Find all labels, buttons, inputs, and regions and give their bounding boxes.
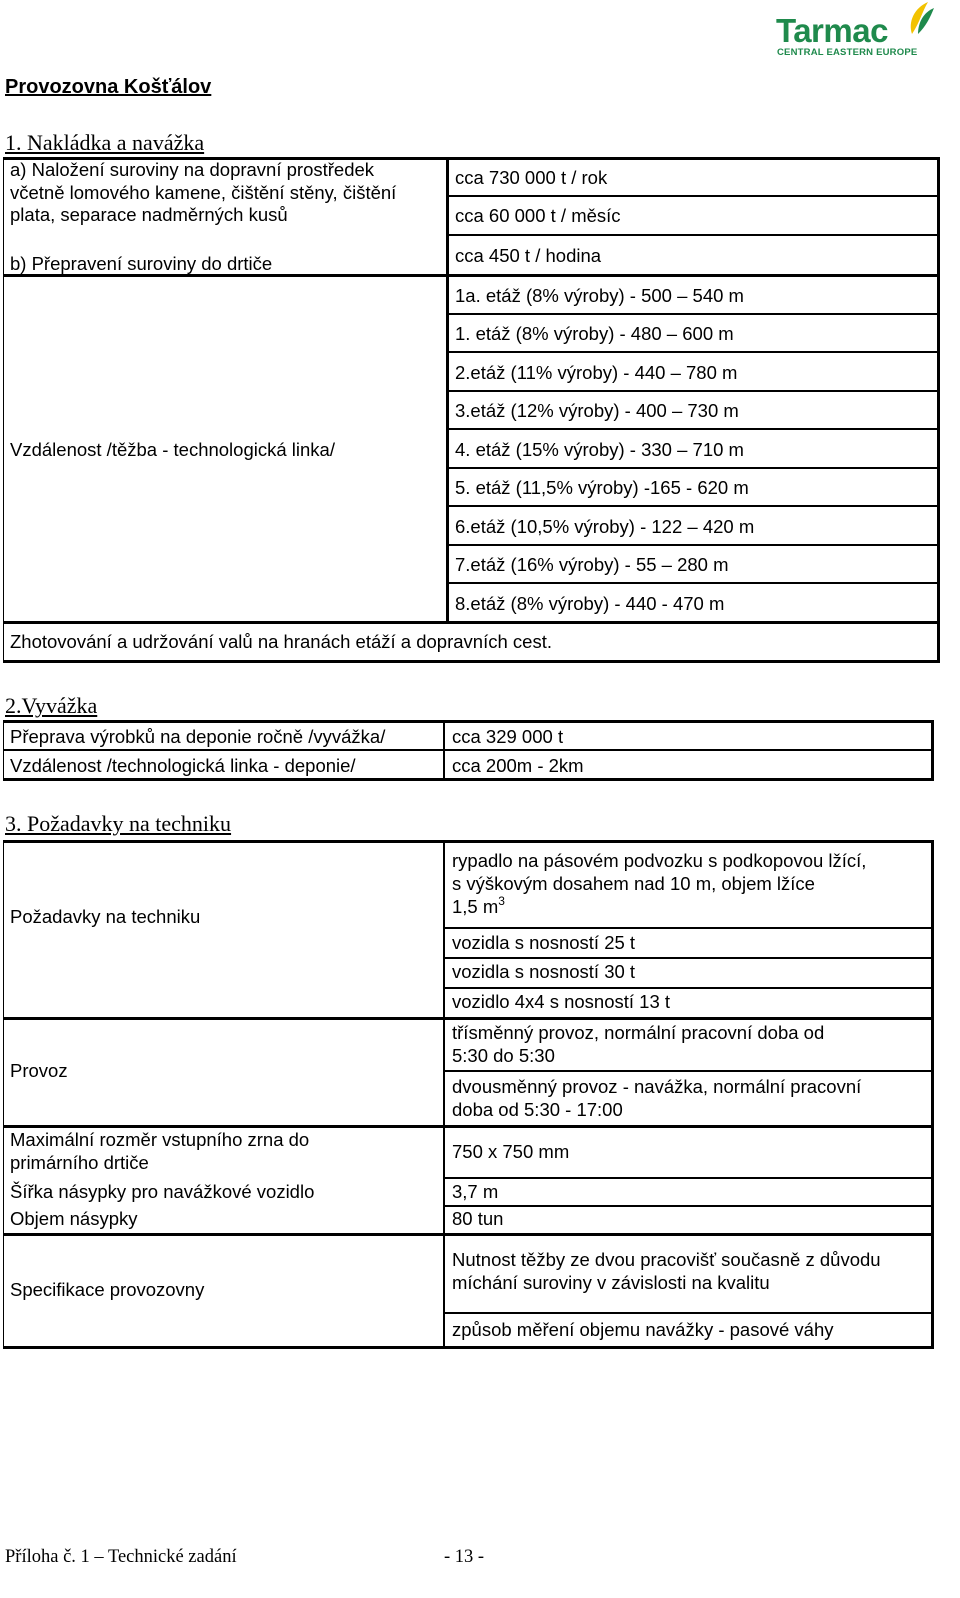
level-1a: 1a. etáž (8% výroby) - 500 – 540 m <box>455 285 744 306</box>
transport-label: Přeprava výrobků na deponie ročně /vyvážka/ <box>10 726 386 747</box>
level-8: 8.etáž (8% výroby) - 440 - 470 m <box>455 593 725 614</box>
hopper-width-label: Šířka násypky pro navážkové vozidlo <box>10 1181 315 1202</box>
level-3: 3.etáž (12% výroby) - 400 – 730 m <box>455 400 739 421</box>
max-grain-value: 750 x 750 mm <box>452 1141 570 1162</box>
bottom-row-text: Zhotovování a udržování valů na hranách etáží a dopravních cest. <box>10 631 552 652</box>
logo-wordmark: Tarmac <box>776 12 888 49</box>
distance-label: Vzdálenost /těžba - technologická linka/ <box>10 439 335 460</box>
value-annual: cca 730 000 t / rok <box>455 167 608 188</box>
spec-two-sites: Nutnost těžby ze dvou pracovišť současně z důvodu míchání suroviny v závislosti na kvalitu <box>452 1249 881 1293</box>
page-title: Provozovna Košťálov <box>5 76 212 98</box>
vehicle-4x4: vozidlo 4x4 s nosností 13 t <box>452 991 671 1012</box>
provoz-label: Provoz <box>10 1060 68 1081</box>
two-shift-operation: dvousměnný provoz - navážka, normální pracovní doba od 5:30 - 17:00 <box>452 1076 862 1120</box>
vehicle-25t: vozidla s nosností 25 t <box>452 932 636 953</box>
level-5: 5. etáž (11,5% výroby) -165 - 620 m <box>455 477 749 498</box>
three-shift-operation: třísměnný provoz, normální pracovní doba od 5:30 do 5:30 <box>452 1022 825 1066</box>
level-6: 6.etáž (10,5% výroby) - 122 – 420 m <box>455 516 755 537</box>
section-3-heading: 3. Požadavky na techniku <box>5 811 232 836</box>
value-monthly: cca 60 000 t / měsíc <box>455 205 621 226</box>
deponie-distance-value: cca 200m - 2km <box>452 755 584 776</box>
logo-subtitle: CENTRAL EASTERN EUROPE <box>777 47 918 58</box>
level-4: 4. etáž (15% výroby) - 330 – 710 m <box>455 439 744 460</box>
section-2-heading: 2.Vyvážka <box>5 693 98 718</box>
max-grain-label: Maximální rozměr vstupního zrna do primárního drtiče <box>10 1129 310 1173</box>
spec-label: Specifikace provozovny <box>10 1279 205 1300</box>
vehicle-30t: vozidla s nosností 30 t <box>452 961 636 982</box>
excavator-requirement: rypadlo na pásovém podvozku s podkopovou lžící, s výškovým dosahem nad 10 m, objem lžíce 1,5 $m^3$ <box>452 850 867 917</box>
row-b-label: b) Přepravení suroviny do drtiče <box>10 253 273 274</box>
spec-measurement: způsob měření objemu navážky - pasové váhy <box>452 1319 834 1340</box>
value-hourly: cca 450 t / hodina <box>455 245 602 266</box>
transport-value: cca 329 000 t <box>452 726 564 747</box>
level-2: 2.etáž (11% výroby) - 440 – 780 m <box>455 362 738 383</box>
deponie-distance-label: Vzdálenost /technologická linka - deponie/ <box>10 755 356 776</box>
tarmac-logo <box>776 0 956 60</box>
hopper-volume-label: Objem násypky <box>10 1208 138 1229</box>
section-1-heading: 1. Nakládka a navážka <box>5 130 205 155</box>
level-7: 7.etáž (16% výroby) - 55 – 280 m <box>455 554 729 575</box>
hopper-width-value: 3,7 m <box>452 1181 499 1202</box>
footer-annex: Příloha č. 1 – Technické zadání <box>5 1547 237 1567</box>
hopper-volume-value: 80 tun <box>452 1208 504 1229</box>
requirements-label: Požadavky na techniku <box>10 906 201 927</box>
tarmac-leaf-icon <box>906 0 936 36</box>
row-a-label: a) Naložení suroviny na dopravní prostředek včetně lomového kamene, čištění stěny, čištění plata, separace nadměrných kusů <box>10 159 397 225</box>
level-1: 1. etáž (8% výroby) - 480 – 600 m <box>455 323 734 344</box>
page-number: - 13 - <box>444 1547 485 1567</box>
